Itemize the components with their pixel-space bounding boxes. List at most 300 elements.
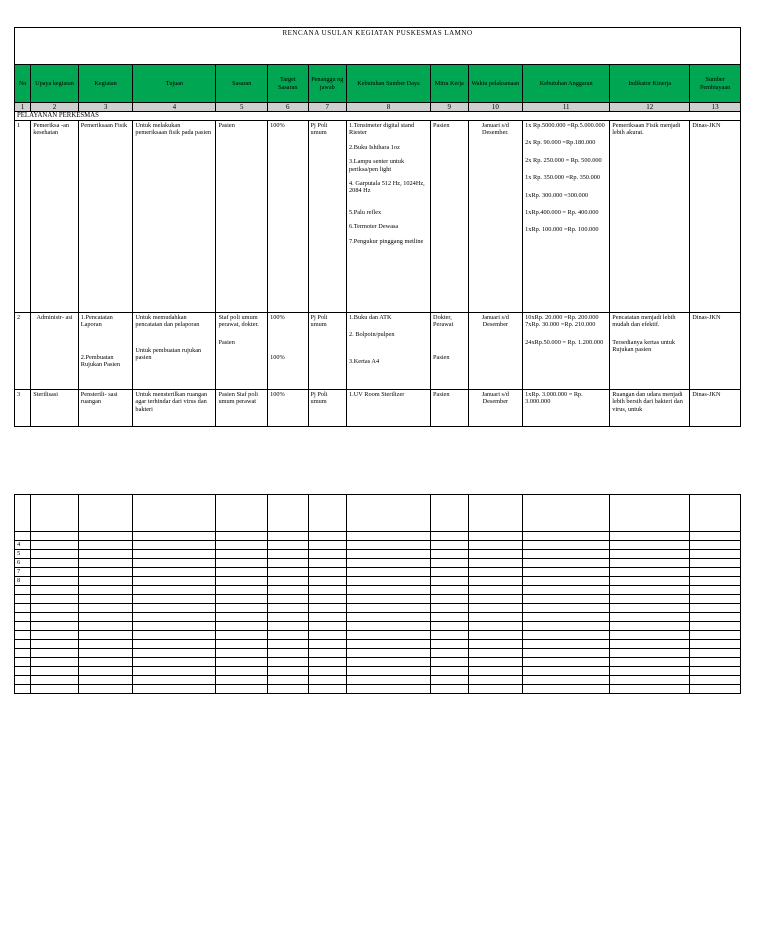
blank-cell bbox=[216, 604, 268, 613]
blank-cell bbox=[216, 649, 268, 658]
blank-cell bbox=[347, 532, 431, 541]
blank-cell bbox=[216, 685, 268, 694]
blank-cell bbox=[347, 604, 431, 613]
cell-indikator: Ruangan dan udara menjadi lebih bersih dari bakteri dan virus, untuk bbox=[610, 390, 690, 427]
blank-cell bbox=[468, 640, 523, 649]
blank-cell bbox=[347, 568, 431, 577]
activity-item: 1.Pencatatan Laporan bbox=[80, 314, 113, 329]
blank-cell bbox=[468, 595, 523, 604]
blank-cell bbox=[308, 495, 346, 532]
cell-sasaran bbox=[216, 313, 268, 390]
blank-cell bbox=[690, 604, 741, 613]
blank-cell bbox=[133, 613, 216, 622]
row-number: 8 bbox=[15, 577, 31, 586]
row-number bbox=[15, 649, 31, 658]
cell-tujuan bbox=[133, 313, 216, 390]
blank-row bbox=[15, 658, 741, 667]
blank-cell bbox=[31, 631, 79, 640]
blank-cell bbox=[610, 631, 690, 640]
blank-cell bbox=[78, 613, 133, 622]
blank-cell bbox=[31, 595, 79, 604]
blank-row bbox=[15, 613, 741, 622]
blank-cell bbox=[347, 495, 431, 532]
blank-cell bbox=[78, 568, 133, 577]
blank-cell bbox=[690, 685, 741, 694]
target-group-item: Pasien bbox=[218, 338, 235, 346]
blank-cell bbox=[216, 667, 268, 676]
blank-cell bbox=[268, 640, 309, 649]
blank-cell bbox=[347, 622, 431, 631]
blank-cell bbox=[523, 622, 610, 631]
blank-cell bbox=[431, 541, 468, 550]
row-number bbox=[15, 640, 31, 649]
resource-item: 1.Buku dan ATK bbox=[349, 314, 392, 321]
blank-cell bbox=[308, 541, 346, 550]
blank-cell bbox=[690, 640, 741, 649]
blank-row bbox=[15, 685, 741, 694]
blank-cell bbox=[523, 649, 610, 658]
blank-cell bbox=[610, 622, 690, 631]
row-number: 1 bbox=[15, 121, 31, 313]
blank-cell bbox=[216, 577, 268, 586]
blank-cell bbox=[347, 577, 431, 586]
blank-cell bbox=[268, 577, 309, 586]
header-sasaran: Sasaran bbox=[216, 65, 268, 103]
table-row bbox=[15, 313, 741, 390]
blank-row bbox=[15, 568, 741, 577]
blank-cell bbox=[78, 532, 133, 541]
blank-cell bbox=[690, 577, 741, 586]
blank-cell bbox=[690, 541, 741, 550]
blank-cell bbox=[268, 667, 309, 676]
blank-cell bbox=[690, 595, 741, 604]
blank-cell bbox=[347, 649, 431, 658]
blank-cell bbox=[468, 685, 523, 694]
col-number: 1 bbox=[15, 103, 31, 112]
blank-cell bbox=[308, 640, 346, 649]
blank-cell bbox=[347, 667, 431, 676]
blank-cell bbox=[308, 667, 346, 676]
col-number: 2 bbox=[31, 103, 79, 112]
blank-cell bbox=[431, 595, 468, 604]
blank-cell bbox=[347, 541, 431, 550]
row-number bbox=[15, 532, 31, 541]
blank-row bbox=[15, 676, 741, 685]
goal-item: Untuk memudahkan pencatatan dan pelaporan bbox=[135, 314, 200, 329]
blank-cell bbox=[31, 541, 79, 550]
blank-cell bbox=[468, 550, 523, 559]
row-number bbox=[15, 667, 31, 676]
blank-cell bbox=[690, 568, 741, 577]
blank-cell bbox=[308, 658, 346, 667]
col-number: 4 bbox=[133, 103, 216, 112]
blank-cell bbox=[216, 495, 268, 532]
resource-item: 3.Kertas A4 bbox=[349, 357, 380, 365]
resource-item: 7.Pengukur pinggang metline bbox=[349, 237, 424, 245]
blank-cell bbox=[523, 631, 610, 640]
blank-cell bbox=[308, 685, 346, 694]
col-number: 9 bbox=[431, 103, 468, 112]
row-number bbox=[15, 586, 31, 595]
resource-item: 2. Bolpoin/pulpen bbox=[349, 331, 395, 339]
blank-cell bbox=[468, 559, 523, 568]
budget-item: 24xRp.50.000 = Rp. 1.200.000 bbox=[525, 338, 604, 346]
blank-cell bbox=[431, 550, 468, 559]
budget-item: 1x Rp.5000.000 =Rp.5.000.000 bbox=[525, 122, 605, 129]
table-row bbox=[15, 121, 741, 313]
blank-cell bbox=[78, 604, 133, 613]
resource-item: 3.Lampu senter untuk periksa/pen light bbox=[349, 158, 405, 173]
blank-cell bbox=[133, 586, 216, 595]
blank-cell bbox=[308, 676, 346, 685]
blank-cell bbox=[690, 622, 741, 631]
blank-cell bbox=[468, 622, 523, 631]
cell-pembiayaan: Dinas-JKN bbox=[690, 390, 741, 427]
blank-cell bbox=[31, 559, 79, 568]
blank-cell bbox=[690, 559, 741, 568]
blank-cell bbox=[690, 631, 741, 640]
cell-target bbox=[268, 313, 308, 390]
cell-pembiayaan: Dinas-JKN bbox=[690, 313, 741, 390]
cell-kegiatan: Pemeriksaan Fisik bbox=[78, 121, 133, 313]
blank-cell bbox=[216, 541, 268, 550]
partner-item: Pasien bbox=[433, 353, 450, 361]
blank-cell bbox=[431, 685, 468, 694]
cell-anggaran bbox=[523, 313, 610, 390]
header-mitra: Mitra Kerja bbox=[431, 65, 468, 103]
blank-cell bbox=[308, 631, 346, 640]
cell-waktu: Januari s/d Desember bbox=[468, 313, 523, 390]
blank-cell bbox=[468, 586, 523, 595]
blank-cell bbox=[308, 622, 346, 631]
blank-cell bbox=[133, 622, 216, 631]
header-pj: Penanggu ng jawab bbox=[308, 65, 346, 103]
row-number: 4 bbox=[15, 541, 31, 550]
blank-cell bbox=[31, 658, 79, 667]
blank-cell bbox=[690, 613, 741, 622]
blank-cell bbox=[268, 649, 309, 658]
row-number: 2 bbox=[15, 313, 31, 390]
cell-kegiatan bbox=[78, 313, 133, 390]
blank-cell bbox=[268, 658, 309, 667]
blank-cell bbox=[523, 685, 610, 694]
blank-cell bbox=[216, 631, 268, 640]
blank-cell bbox=[431, 613, 468, 622]
blank-cell bbox=[133, 577, 216, 586]
blank-cell bbox=[133, 495, 216, 532]
blank-cell bbox=[216, 550, 268, 559]
blank-cell bbox=[133, 568, 216, 577]
blank-cell bbox=[690, 495, 741, 532]
blank-cell bbox=[133, 658, 216, 667]
cell-mitra: Pasien bbox=[431, 390, 468, 427]
blank-cell bbox=[133, 676, 216, 685]
blank-cell bbox=[78, 495, 133, 532]
blank-cell bbox=[610, 586, 690, 595]
blank-cell bbox=[268, 559, 309, 568]
budget-item: 1x Rp. 350.000 =Rp. 350.000 bbox=[525, 174, 601, 182]
blank-cell bbox=[133, 604, 216, 613]
cell-indikator bbox=[610, 313, 690, 390]
blank-cell bbox=[610, 685, 690, 694]
row-number: 7 bbox=[15, 568, 31, 577]
row-number bbox=[15, 676, 31, 685]
activity-item: 2.Pembuatan Rujukan Pasien bbox=[80, 353, 121, 369]
header-kegiatan: Kegiatan bbox=[78, 65, 133, 103]
budget-item: 2x Rp. 250.000 = Rp. 500.000 bbox=[525, 156, 602, 164]
blank-cell bbox=[268, 604, 309, 613]
blank-cell bbox=[133, 649, 216, 658]
blank-cell bbox=[268, 676, 309, 685]
blank-cell bbox=[216, 613, 268, 622]
row-number: 5 bbox=[15, 550, 31, 559]
col-number: 3 bbox=[78, 103, 133, 112]
row-number bbox=[15, 595, 31, 604]
partner-item: Dokter, Perawat bbox=[433, 314, 454, 329]
blank-cell bbox=[133, 595, 216, 604]
document-title: RENCANA USULAN KEGIATAN PUSKESMAS LAMNO bbox=[15, 28, 741, 65]
col-number: 7 bbox=[308, 103, 346, 112]
blank-cell bbox=[431, 622, 468, 631]
cell-target: 100% bbox=[268, 121, 308, 313]
row-number bbox=[15, 604, 31, 613]
header-anggaran: Kebutuhan Anggaran bbox=[523, 65, 610, 103]
col-number: 8 bbox=[347, 103, 431, 112]
budget-item: 2x Rp. 90.000 =Rp.180.000 bbox=[525, 139, 596, 147]
blank-cell bbox=[308, 568, 346, 577]
blank-cell bbox=[216, 532, 268, 541]
blank-cell bbox=[78, 622, 133, 631]
blank-cell bbox=[431, 631, 468, 640]
blank-cell bbox=[216, 559, 268, 568]
blank-cell bbox=[268, 622, 309, 631]
blank-cell bbox=[431, 649, 468, 658]
blank-row bbox=[15, 595, 741, 604]
blank-cell bbox=[431, 568, 468, 577]
target-value: 100% bbox=[270, 314, 285, 321]
blank-cell bbox=[268, 685, 309, 694]
blank-cell bbox=[31, 550, 79, 559]
blank-cell bbox=[431, 532, 468, 541]
blank-cell bbox=[31, 676, 79, 685]
blank-cell bbox=[78, 640, 133, 649]
cell-upaya: Administr- asi bbox=[31, 313, 79, 390]
blank-cell bbox=[523, 676, 610, 685]
blank-cell bbox=[31, 640, 79, 649]
blank-cell bbox=[308, 586, 346, 595]
blank-cell bbox=[523, 541, 610, 550]
cell-anggaran: 1xRp. 3.000.000 = Rp. 3.000.000 bbox=[523, 390, 610, 427]
blank-cell bbox=[78, 676, 133, 685]
cell-pj: Pj Poli umum bbox=[308, 390, 346, 427]
target-value: 100% bbox=[270, 354, 285, 362]
target-group-item: Staf poli umum perawat, dokter. bbox=[218, 314, 259, 329]
row-number bbox=[15, 685, 31, 694]
row-number bbox=[15, 622, 31, 631]
blank-cell bbox=[690, 586, 741, 595]
blank-row bbox=[15, 667, 741, 676]
blank-cell bbox=[468, 649, 523, 658]
header-upaya: Upaya kegiatan bbox=[31, 65, 79, 103]
blank-cell bbox=[133, 541, 216, 550]
blank-cell bbox=[216, 676, 268, 685]
header-pembiayaan: Sumber Pembiayaan bbox=[690, 65, 741, 103]
blank-cell bbox=[78, 649, 133, 658]
blank-cell bbox=[610, 640, 690, 649]
blank-cell bbox=[610, 676, 690, 685]
blank-cell bbox=[216, 595, 268, 604]
blank-cell bbox=[31, 495, 79, 532]
blank-cell bbox=[690, 658, 741, 667]
blank-cell bbox=[523, 568, 610, 577]
header-sumber-daya: Kebutuhan Sumber Daya bbox=[347, 65, 431, 103]
cell-sasaran: Pasien Staf poli umum perawat bbox=[216, 390, 268, 427]
blank-cell bbox=[347, 595, 431, 604]
blank-cell bbox=[347, 631, 431, 640]
cell-mitra bbox=[431, 313, 468, 390]
blank-cell bbox=[610, 559, 690, 568]
blank-cell bbox=[78, 631, 133, 640]
blank-cell bbox=[347, 685, 431, 694]
blank-cell bbox=[523, 595, 610, 604]
blank-cell bbox=[216, 568, 268, 577]
blank-cell bbox=[610, 541, 690, 550]
section-title: PELAYANAN PERKESMAS bbox=[15, 112, 741, 121]
blank-cell bbox=[468, 676, 523, 685]
blank-cell bbox=[523, 577, 610, 586]
blank-cell bbox=[431, 640, 468, 649]
cell-sumber-daya bbox=[347, 313, 431, 390]
cell-sasaran: Pasien bbox=[216, 121, 268, 313]
indicator-item: Tersedianya kertas untuk Rujukan pasien bbox=[612, 338, 676, 354]
blank-cell bbox=[347, 550, 431, 559]
blank-row bbox=[15, 550, 741, 559]
blank-cell bbox=[78, 559, 133, 568]
blank-cell bbox=[216, 640, 268, 649]
blank-cell bbox=[610, 595, 690, 604]
plan-table bbox=[14, 27, 741, 427]
blank-cell bbox=[268, 541, 309, 550]
cell-target: 100% bbox=[268, 390, 308, 427]
blank-cell bbox=[468, 532, 523, 541]
row-number bbox=[15, 658, 31, 667]
blank-cell bbox=[133, 631, 216, 640]
budget-item: 1xRp.400.000 = Rp. 400.000 bbox=[525, 209, 599, 217]
blank-cell bbox=[431, 676, 468, 685]
col-number: 13 bbox=[690, 103, 741, 112]
blank-cell bbox=[308, 595, 346, 604]
blank-cell bbox=[308, 613, 346, 622]
row-number: 3 bbox=[15, 390, 31, 427]
blank-cell bbox=[347, 640, 431, 649]
blank-cell bbox=[308, 532, 346, 541]
blank-cell bbox=[468, 541, 523, 550]
blank-row bbox=[15, 559, 741, 568]
budget-item: 7xRp. 30.000 =Rp. 210.000 bbox=[525, 321, 596, 329]
blank-cell bbox=[268, 613, 309, 622]
blank-cell bbox=[468, 568, 523, 577]
blank-cell bbox=[610, 495, 690, 532]
blank-row bbox=[15, 622, 741, 631]
blank-row bbox=[15, 586, 741, 595]
blank-cell bbox=[133, 550, 216, 559]
blank-cell bbox=[523, 667, 610, 676]
blank-cell bbox=[308, 649, 346, 658]
blank-cell bbox=[31, 685, 79, 694]
blank-cell bbox=[468, 604, 523, 613]
cell-upaya: Pemeriksa -an kesehatan bbox=[31, 121, 79, 313]
blank-cell bbox=[133, 559, 216, 568]
blank-cell bbox=[468, 631, 523, 640]
goal-item: Untuk pembuatan rujukan pasien bbox=[135, 346, 202, 362]
blank-cell bbox=[31, 604, 79, 613]
blank-cell bbox=[610, 667, 690, 676]
blank-cell bbox=[347, 613, 431, 622]
row-number: 6 bbox=[15, 559, 31, 568]
cell-anggaran bbox=[523, 121, 610, 313]
resource-item: 5.Palu reflex bbox=[349, 208, 382, 216]
blank-cell bbox=[308, 550, 346, 559]
blank-cell bbox=[308, 604, 346, 613]
blank-cell bbox=[31, 613, 79, 622]
row-number bbox=[15, 495, 31, 532]
col-number: 5 bbox=[216, 103, 268, 112]
blank-cell bbox=[431, 667, 468, 676]
blank-cell bbox=[268, 495, 309, 532]
cell-pj: Pj Poli umum bbox=[308, 121, 346, 313]
blank-cell bbox=[268, 586, 309, 595]
cell-pj: Pj Poli umum bbox=[308, 313, 346, 390]
col-number: 11 bbox=[523, 103, 610, 112]
blank-cell bbox=[610, 532, 690, 541]
header-tujuan: Tujuan bbox=[133, 65, 216, 103]
blank-cell bbox=[31, 586, 79, 595]
row-number bbox=[15, 613, 31, 622]
blank-cell bbox=[78, 595, 133, 604]
blank-cell bbox=[31, 577, 79, 586]
resource-item: 6.Termoter Dewasa bbox=[349, 223, 399, 231]
blank-cell bbox=[468, 667, 523, 676]
blank-cell bbox=[133, 640, 216, 649]
cell-pembiayaan: Dinas-JKN bbox=[690, 121, 741, 313]
blank-cell bbox=[690, 532, 741, 541]
row-number bbox=[15, 631, 31, 640]
blank-cell bbox=[308, 577, 346, 586]
blank-cell bbox=[610, 613, 690, 622]
blank-cell bbox=[610, 577, 690, 586]
cell-sumber-daya: 1.UV Room Sterilizer bbox=[347, 390, 431, 427]
blank-cell bbox=[268, 532, 309, 541]
blank-row bbox=[15, 532, 741, 541]
blank-cell bbox=[268, 568, 309, 577]
blank-cell bbox=[523, 604, 610, 613]
resource-item: 1.Tensimeter digital stand Riester bbox=[349, 122, 415, 137]
blank-cell bbox=[523, 495, 610, 532]
blank-cell bbox=[690, 550, 741, 559]
blank-cell bbox=[31, 568, 79, 577]
blank-cell bbox=[268, 550, 309, 559]
blank-cell bbox=[216, 586, 268, 595]
blank-cell bbox=[523, 586, 610, 595]
blank-cell bbox=[523, 532, 610, 541]
blank-row bbox=[15, 604, 741, 613]
blank-cell bbox=[468, 495, 523, 532]
blank-row bbox=[15, 649, 741, 658]
blank-cell bbox=[690, 676, 741, 685]
blank-cell bbox=[31, 667, 79, 676]
blank-cell bbox=[610, 649, 690, 658]
header-no: No bbox=[15, 65, 31, 103]
